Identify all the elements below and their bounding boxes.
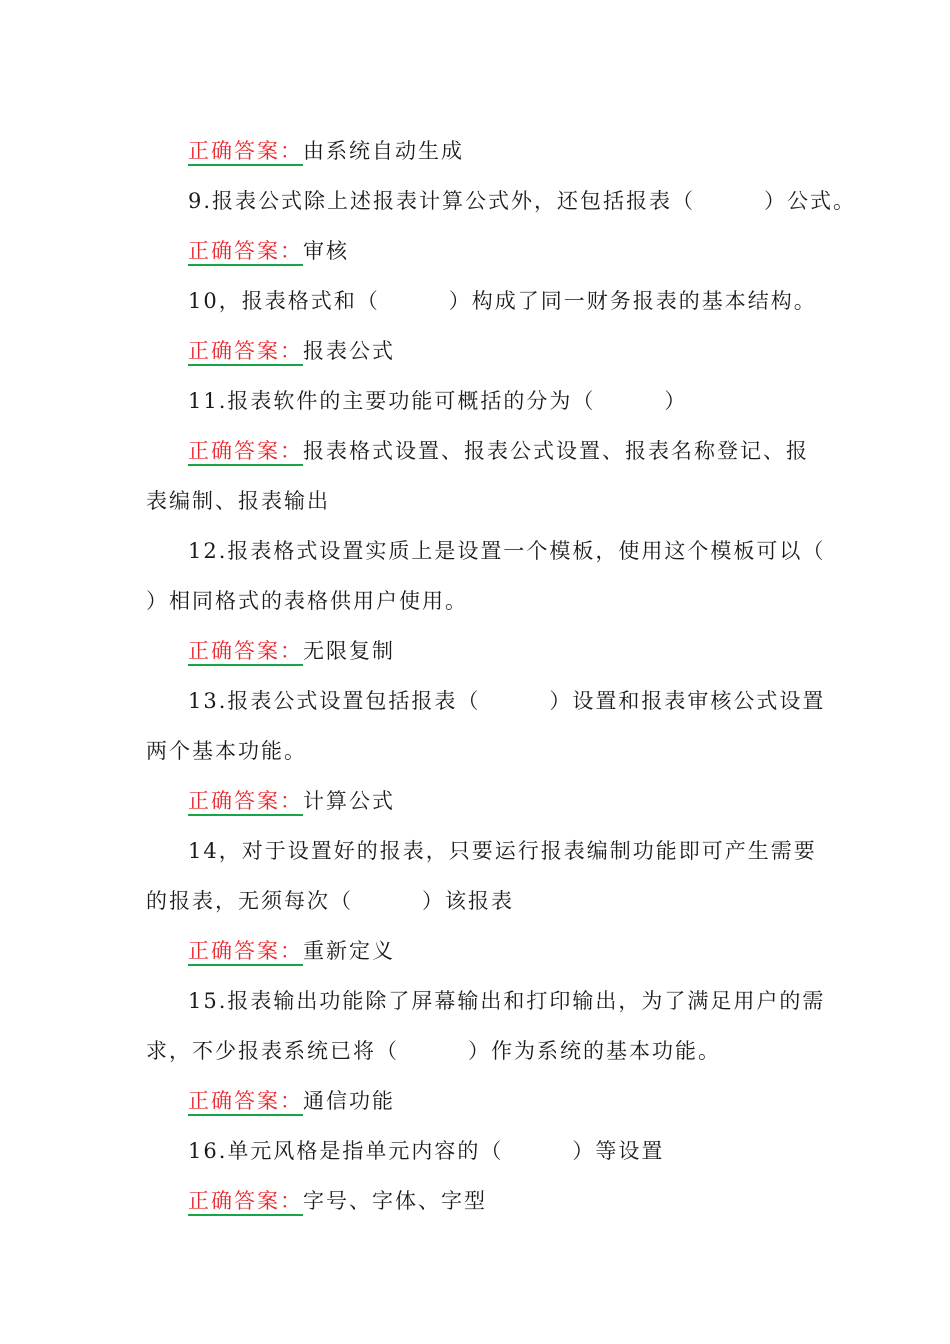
question-text: 9.报表公式除上述报表计算公式外，还包括报表（ ）公式。 bbox=[188, 189, 857, 213]
answer-line bbox=[0, 1186, 950, 1236]
answer-label: 正确答案： bbox=[188, 788, 303, 816]
continuation-text: 两个基本功能。 bbox=[146, 739, 307, 763]
answer-label: 正确答案： bbox=[188, 238, 303, 266]
answer-label: 正确答案： bbox=[188, 438, 303, 466]
continuation-line bbox=[0, 486, 950, 536]
question-14 bbox=[0, 836, 950, 886]
answer-line bbox=[0, 236, 950, 286]
answer-label: 正确答案： bbox=[188, 338, 303, 366]
answer-line bbox=[0, 786, 950, 836]
continuation-text: 的报表，无须每次（ ）该报表 bbox=[146, 889, 514, 913]
question-text: 12.报表格式设置实质上是设置一个模板，使用这个模板可以（ bbox=[188, 539, 826, 563]
question-13 bbox=[0, 686, 950, 736]
answer-label: 正确答案： bbox=[188, 938, 303, 966]
continuation-text: ）相同格式的表格供用户使用。 bbox=[146, 589, 468, 613]
answer-line bbox=[0, 936, 950, 986]
continuation-text: 表编制、报表输出 bbox=[146, 489, 330, 513]
answer-text: 由系统自动生成 bbox=[303, 139, 464, 163]
question-15 bbox=[0, 986, 950, 1036]
question-text: 14，对于设置好的报表，只要运行报表编制功能即可产生需要 bbox=[188, 839, 817, 863]
answer-line bbox=[0, 636, 950, 686]
continuation-line bbox=[0, 886, 950, 936]
question-text: 13.报表公式设置包括报表（ ）设置和报表审核公式设置 bbox=[188, 689, 826, 713]
answer-label: 正确答案： bbox=[188, 1088, 303, 1116]
answer-text: 字号、字体、字型 bbox=[303, 1189, 487, 1213]
continuation-line bbox=[0, 736, 950, 786]
answer-text: 无限复制 bbox=[303, 639, 395, 663]
answer-line bbox=[0, 436, 950, 486]
answer-text: 通信功能 bbox=[303, 1089, 395, 1113]
question-10 bbox=[0, 286, 950, 336]
question-11 bbox=[0, 386, 950, 436]
answer-line bbox=[0, 1086, 950, 1136]
question-text: 15.报表输出功能除了屏幕输出和打印输出，为了满足用户的需 bbox=[188, 989, 826, 1013]
answer-text: 重新定义 bbox=[303, 939, 395, 963]
question-12 bbox=[0, 536, 950, 586]
continuation-line bbox=[0, 1036, 950, 1086]
continuation-text: 求，不少报表系统已将（ ）作为系统的基本功能。 bbox=[146, 1039, 721, 1063]
answer-label: 正确答案： bbox=[188, 138, 303, 166]
answer-line bbox=[0, 136, 950, 186]
question-16 bbox=[0, 1136, 950, 1186]
question-text: 11.报表软件的主要功能可概括的分为（ ） bbox=[188, 389, 688, 413]
answer-text: 报表格式设置、报表公式设置、报表名称登记、报 bbox=[303, 439, 809, 463]
continuation-line bbox=[0, 586, 950, 636]
question-text: 10，报表格式和（ ）构成了同一财务报表的基本结构。 bbox=[188, 289, 817, 313]
answer-label: 正确答案： bbox=[188, 638, 303, 666]
question-text: 16.单元风格是指单元内容的（ ）等设置 bbox=[188, 1139, 665, 1163]
answer-label: 正确答案： bbox=[188, 1188, 303, 1216]
answer-text: 报表公式 bbox=[303, 339, 395, 363]
answer-text: 计算公式 bbox=[303, 789, 395, 813]
answer-text: 审核 bbox=[303, 239, 349, 263]
answer-line bbox=[0, 336, 950, 386]
question-9 bbox=[0, 186, 950, 236]
